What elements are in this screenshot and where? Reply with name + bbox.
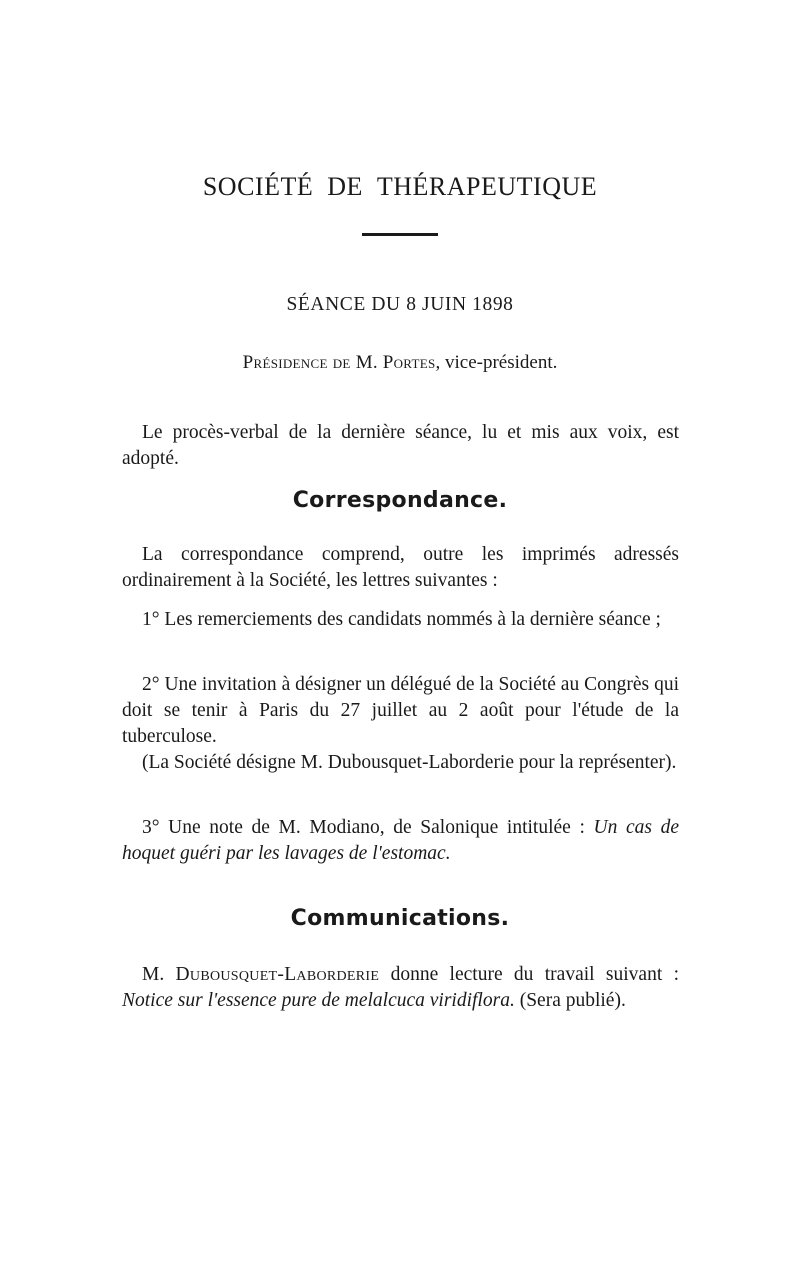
title-word-therapeutique: THÉRAPEUTIQUE bbox=[376, 172, 598, 201]
presidence-suffix: , vice-président. bbox=[435, 352, 558, 373]
presidence-label: Présidence de M. bbox=[242, 352, 378, 373]
title-divider bbox=[362, 233, 438, 236]
minutes-paragraph: Le procès-verbal de la dernière séance, lu et mis aux voix, est adopté. bbox=[122, 422, 679, 469]
communication-author-prefix: M. bbox=[142, 964, 176, 985]
presidence-line bbox=[0, 352, 800, 374]
communication-status: (Sera publié). bbox=[519, 990, 626, 1011]
correspondance-heading: Correspondance. bbox=[292, 488, 508, 513]
item-3-prefix: 3° Une note de M. Modiano, de Salonique intitulée : bbox=[142, 817, 594, 838]
communication-text: donne lecture du travail suivant : bbox=[379, 964, 679, 985]
communication-author: Dubousquet-Laborderie bbox=[175, 964, 380, 985]
item-3-title: Un cas de hoquet guéri par les lavages de l'estomac. bbox=[122, 817, 680, 864]
title-word-societe: SOCIÉTÉ bbox=[202, 172, 314, 201]
communication-paragraph bbox=[122, 962, 679, 1014]
president-name: Portes bbox=[382, 352, 436, 373]
communications-heading: Communications. bbox=[290, 906, 510, 931]
page-title bbox=[0, 172, 800, 202]
correspondance-item-2-note: (La Société désigne M. Dubousquet-Laborderie pour la représenter). bbox=[142, 752, 677, 773]
session-date: SÉANCE DU 8 JUIN 1898 bbox=[286, 294, 514, 315]
correspondance-intro: La correspondance comprend, outre les imprimés adressés ordinairement à la Société, les lettres suivantes : bbox=[122, 544, 679, 591]
correspondance-item-1: 1° Les remerciements des candidats nommés à la dernière séance ; bbox=[142, 609, 661, 630]
correspondance-item-2: 2° Une invitation à désigner un délégué de la Société au Congrès qui doit se tenir à Paris du 27 juillet au 2 août pour l'étude de la tuberculose. bbox=[122, 674, 679, 747]
correspondance-item-3 bbox=[122, 815, 679, 867]
title-word-de: DE bbox=[327, 172, 363, 201]
communication-work-title: Notice sur l'essence pure de melalcuca viridiflora. bbox=[122, 990, 515, 1011]
